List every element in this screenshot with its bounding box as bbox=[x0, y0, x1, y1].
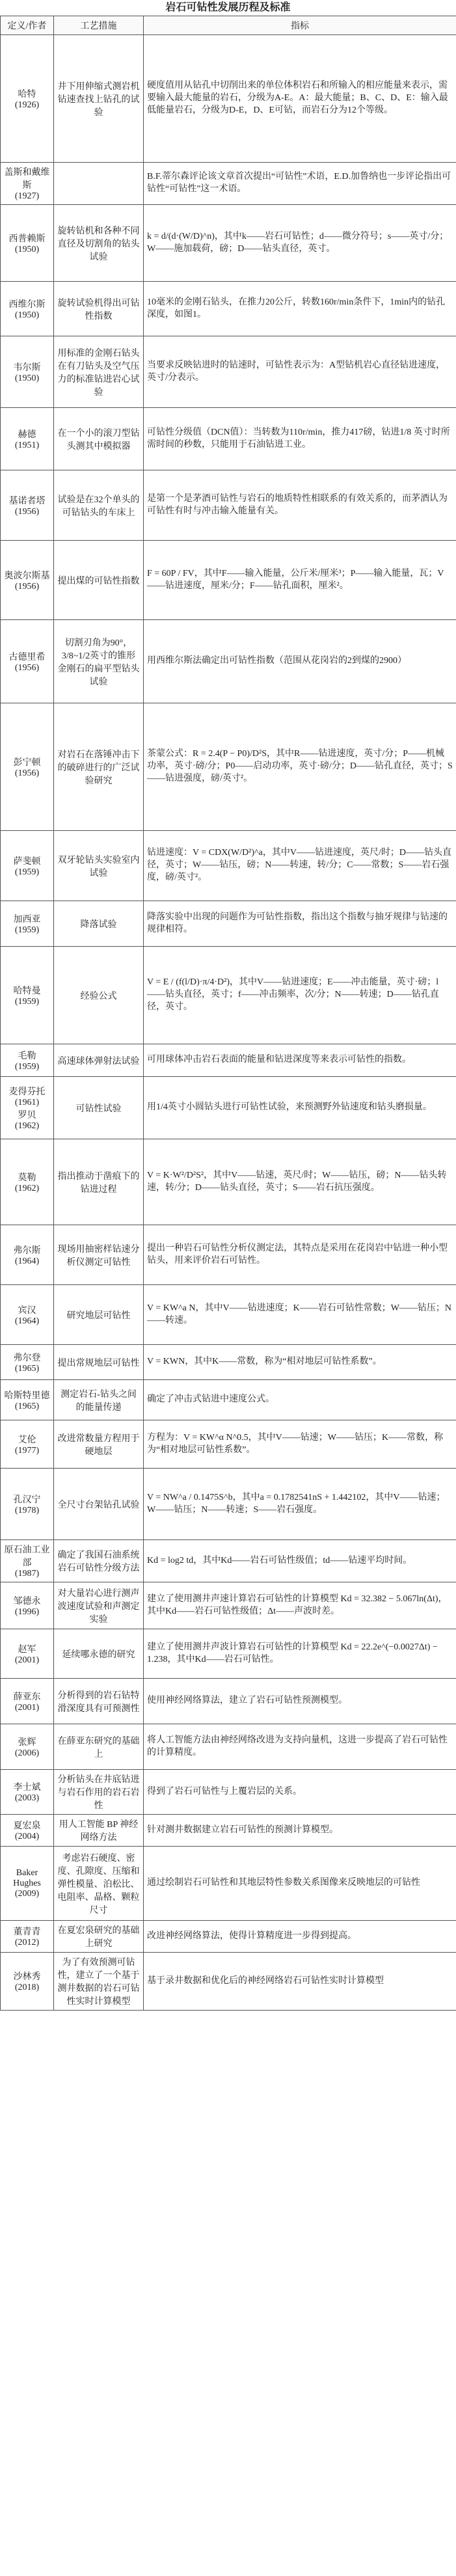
indicator-cell: 可用球体冲击岩石表面的能量和钻进深度等来表示可钻性的指数。 bbox=[144, 1044, 456, 1077]
author-cell: 原石油工业部 (1987) bbox=[1, 1540, 54, 1582]
indicator-cell: 基于录井数据和优化后的神经网络岩石可钻性实时计算模型 bbox=[144, 1953, 456, 2011]
measure-cell: 考虑岩石硬度、密度、孔隙度、压缩和弹性模量、泊松比、电阻率、晶格、颗粒尺寸 bbox=[54, 1847, 144, 1921]
author-cell: 毛勒 (1959) bbox=[1, 1044, 54, 1077]
measure-cell: 在夏宏泉研究的基础上研究 bbox=[54, 1921, 144, 1953]
author-cell: 萨斐顿 (1959) bbox=[1, 831, 54, 901]
measure-cell: 试验是在32个单头的可钻钻头的车床上 bbox=[54, 470, 144, 541]
author-cell: 西维尔斯 (1950) bbox=[1, 282, 54, 336]
indicator-cell: k = d/(d·(W/D)^n)，其中k——岩石可钻性；d——微分符号；s——英寸/分；W——施加载荷，磅；D——钻头直径，英寸。 bbox=[144, 205, 456, 282]
table-row bbox=[1, 1921, 456, 1953]
table-row bbox=[1, 1953, 456, 2011]
author-cell: 赵军 (2001) bbox=[1, 1629, 54, 1679]
table-title: 岩石可钻性发展历程及标准 bbox=[165, 2, 291, 13]
indicator-cell: F = 60P / FV，其中F——输入能量，公斤米/厘米³；P——输入能量，瓦；V——钻进速度，厘米/分；F——钻孔面积，厘米²。 bbox=[144, 541, 456, 620]
measure-cell: 确定了我国石油系统岩石可钻性分级方法 bbox=[54, 1540, 144, 1582]
author-cell: 麦得芬托 (1961) 罗贝 (1962) bbox=[1, 1077, 54, 1139]
author-cell: 盖斯和戴维斯 (1927) bbox=[1, 163, 54, 205]
table-row bbox=[1, 1380, 456, 1420]
indicator-cell: 茶蒙公式：R = 2.4(P − P0)/D²S，其中R——钻进速度，英寸/分；P——机械功率，英寸·磅/分；P0——启动功率，英寸·磅/分；D——钻孔直径，英寸；S——钻进强度，磅/英寸²。 bbox=[144, 703, 456, 831]
measure-cell: 改进常数量方程用于硬地层 bbox=[54, 1420, 144, 1469]
indicator-cell: V = KW^a N，其中V——钻进速度；K——岩石可钻性常数；W——钻压；N——转速。 bbox=[144, 1285, 456, 1345]
measure-cell: 在薛亚东研究的基础上 bbox=[54, 1724, 144, 1770]
table-row bbox=[1, 1582, 456, 1629]
author-cell: 李士斌 (2003) bbox=[1, 1770, 54, 1815]
table-row bbox=[1, 1770, 456, 1815]
indicator-cell: V = K·W²/D²S²，其中V——钻速，英尺/时；W——钻压，磅；N——钻头转速，转/分；D——钻头直径，英寸；S——岩石抗压强度。 bbox=[144, 1139, 456, 1225]
table-row bbox=[1, 620, 456, 703]
indicator-cell: 确定了冲击式钻进中速度公式。 bbox=[144, 1380, 456, 1420]
header-indicator: 指标 bbox=[144, 16, 456, 35]
measure-cell: 降落试验 bbox=[54, 901, 144, 947]
measure-cell: 经验公式 bbox=[54, 947, 144, 1044]
measure-cell: 用人工智能 BP 神经网络方法 bbox=[54, 1815, 144, 1847]
table-row bbox=[1, 1044, 456, 1077]
table-row bbox=[1, 1139, 456, 1225]
table-row bbox=[1, 1285, 456, 1345]
author-cell: 孔汉宁 (1978) bbox=[1, 1469, 54, 1540]
indicator-cell: Kd = log2 td，其中Kd——岩石可钻性级值；td——钻速平均时间。 bbox=[144, 1540, 456, 1582]
indicator-cell: 方程为：V = KW^α N^0.5，其中V——钻速；W——钻压；K——常数，称为“相对地层可钻性系数”。 bbox=[144, 1420, 456, 1469]
measure-cell: 旋转试验机得出可钻性指数 bbox=[54, 282, 144, 336]
indicator-cell: 改进神经网络算法，使得计算精度进一步得到提高。 bbox=[144, 1921, 456, 1953]
indicator-cell: 提出一种岩石可钻性分析仪测定法，其特点是采用在花岗岩中钻进一种小型钻头，用来评价岩石可钻性。 bbox=[144, 1225, 456, 1285]
measure-cell: 测定岩石-钻头之间的能量传递 bbox=[54, 1380, 144, 1420]
table-row bbox=[1, 1225, 456, 1285]
author-cell: 基诺者塔 (1956) bbox=[1, 470, 54, 541]
indicator-cell: 建立了使用测井声波计算岩石可钻性的计算模型 Kd = 22.2e^(−0.0027Δt) − 1.238，其中Kd——岩石可钻性。 bbox=[144, 1629, 456, 1679]
indicator-cell: 通过绘制岩石可钻性和其地层特性参数关系图像来反映地层的可钻性 bbox=[144, 1847, 456, 1921]
author-cell: Baker Hughes (2009) bbox=[1, 1847, 54, 1921]
measure-cell: 现场用抽密样钻速分析仪测定可钻性 bbox=[54, 1225, 144, 1285]
header-author: 定义/作者 bbox=[1, 16, 54, 35]
table-row bbox=[1, 336, 456, 408]
indicator-cell: 用西维尔斯法确定出可钻性指数（范围从花岗岩的2到煤的2900） bbox=[144, 620, 456, 703]
measure-cell: 全尺寸台架钻孔试验 bbox=[54, 1469, 144, 1540]
author-cell: 艾伦 (1977) bbox=[1, 1420, 54, 1469]
table-row bbox=[1, 1469, 456, 1540]
indicator-cell: V = KWN，其中K——常数，称为“相对地层可钻性系数”。 bbox=[144, 1345, 456, 1380]
indicator-cell: 将人工智能方法由神经网络改进为支持向量机，这进一步提高了岩石可钻性的计算精度。 bbox=[144, 1724, 456, 1770]
table-row bbox=[1, 1629, 456, 1679]
table-row bbox=[1, 901, 456, 947]
indicator-cell: 使用神经网络算法，建立了岩石可钻性预测模型。 bbox=[144, 1679, 456, 1724]
author-cell: 张辉 (2006) bbox=[1, 1724, 54, 1770]
author-cell: 古德里希 (1956) bbox=[1, 620, 54, 703]
author-cell: 奥波尔斯基 (1956) bbox=[1, 541, 54, 620]
measure-cell: 对岩石在落锤冲击下的破碎进行的广泛试验研究 bbox=[54, 703, 144, 831]
measure-cell: 延续哪永德的研究 bbox=[54, 1629, 144, 1679]
measure-cell: 研究地层可钻性 bbox=[54, 1285, 144, 1345]
table-row bbox=[1, 408, 456, 470]
indicator-cell: 针对测井数据建立岩石可钻性的预测计算模型。 bbox=[144, 1815, 456, 1847]
indicator-cell: 用1/4英寸小圆钻头进行可钻性试验，来预测野外钻速度和钻头磨损量。 bbox=[144, 1077, 456, 1139]
indicator-cell: 可钻性分级值（DCN值）：当转数为110r/min，推力417磅，钻进1/8 英寸时所需时间的秒数，只能用于石油钻进工业。 bbox=[144, 408, 456, 470]
header-measure: 工艺措施 bbox=[54, 16, 144, 35]
table-row bbox=[1, 1077, 456, 1139]
measure-cell: 分析得到的岩石钻特滑深度具有可预测性 bbox=[54, 1679, 144, 1724]
measure-cell: 双牙轮钻头实验室内试验 bbox=[54, 831, 144, 901]
table-row bbox=[1, 703, 456, 831]
measure-cell: 为了有效预测可钻性，建立了一个基于测井数据的岩石可钻性实时计算模型 bbox=[54, 1953, 144, 2011]
indicator-cell: 钻进速度：V = CDX(W/D²)^a，其中V——钻进速度，英尺/时；D——钻头直径，英寸；W——钻压，磅；N——转速，转/分；C——常数；S——岩石强度，磅/英寸²。 bbox=[144, 831, 456, 901]
measure-cell bbox=[54, 163, 144, 205]
author-cell: 董青青 (2012) bbox=[1, 1921, 54, 1953]
measure-cell: 对大量岩心进行测声波速度试验和声测定实验 bbox=[54, 1582, 144, 1629]
author-cell: 哈特曼 (1959) bbox=[1, 947, 54, 1044]
indicator-cell: 得到了岩石可钻性与上覆岩层的关系。 bbox=[144, 1770, 456, 1815]
author-cell: 弗尔斯 (1964) bbox=[1, 1225, 54, 1285]
measure-cell: 指出推动于凿痕下的钻进过程 bbox=[54, 1139, 144, 1225]
author-cell: 哈特 (1926) bbox=[1, 35, 54, 163]
indicator-cell: B.F.蒂尔森评论该文章首次提出“可钻性”术语，E.D.加鲁纳也一步评论指出可钻性“可钻性”这一术语。 bbox=[144, 163, 456, 205]
author-cell: 薛亚东 (2001) bbox=[1, 1679, 54, 1724]
table-row bbox=[1, 1420, 456, 1469]
author-cell: 韦尔斯 (1950) bbox=[1, 336, 54, 408]
table-row bbox=[1, 1345, 456, 1380]
table-row bbox=[1, 1679, 456, 1724]
indicator-cell: V = NW^a / 0.1475S^b，其中a = 0.1782541nS + 1.442102，其中V——钻速；W——钻压；N——转速；S——岩石强度。 bbox=[144, 1469, 456, 1540]
author-cell: 西普赖斯 (1950) bbox=[1, 205, 54, 282]
table-row bbox=[1, 470, 456, 541]
measure-cell: 分析钻头在井底钻进与岩石作用的岩石岩性 bbox=[54, 1770, 144, 1815]
indicator-cell: 10毫米的金刚石钻头，在推力20公斤，转数160r/min条件下，1min内的钻孔深度，如图1。 bbox=[144, 282, 456, 336]
table-row bbox=[1, 35, 456, 163]
measure-cell: 可钻性试验 bbox=[54, 1077, 144, 1139]
indicator-cell: 降落实验中出现的问题作为可钻性指数，指出这个指数与抽牙规律与钻速的规律相符。 bbox=[144, 901, 456, 947]
header-row bbox=[1, 16, 456, 35]
author-cell: 赫德 (1951) bbox=[1, 408, 54, 470]
measure-cell: 提出煤的可钻性指数 bbox=[54, 541, 144, 620]
author-cell: 邹德永 (1996) bbox=[1, 1582, 54, 1629]
table-row bbox=[1, 1847, 456, 1921]
indicator-cell: V = E / (f(l/D)·π/4·D²)，其中V——钻进速度；E——冲击能量，英寸·磅；l——钻头直径，英寸；f——冲击频率，次/分；N——转速；D——钻孔直径，英寸。 bbox=[144, 947, 456, 1044]
author-cell: 彭宁顿 (1956) bbox=[1, 703, 54, 831]
measure-cell: 高速球体弹射法试验 bbox=[54, 1044, 144, 1077]
table-row bbox=[1, 163, 456, 205]
measure-cell: 在一个小的滚刀型钻头测其中模拟器 bbox=[54, 408, 144, 470]
author-cell: 哈斯特里德 (1965) bbox=[1, 1380, 54, 1420]
indicator-cell: 是第一个是茅酒可钻性与岩石的地质特性相联系的有效关系的，而茅酒认为可钻性有时与冲击输入能量有关。 bbox=[144, 470, 456, 541]
table-row bbox=[1, 205, 456, 282]
author-cell: 弗尔登 (1965) bbox=[1, 1345, 54, 1380]
indicator-cell: 当要求反映钻进时的钻速时，可钻性表示为：A型钻机岩心直径钻进速度，英寸/分表示。 bbox=[144, 336, 456, 408]
table-row bbox=[1, 831, 456, 901]
author-cell: 宾汉 (1964) bbox=[1, 1285, 54, 1345]
table-row bbox=[1, 1540, 456, 1582]
table-body bbox=[1, 35, 456, 2011]
measure-cell: 旋转钻机和各种不同直径及切割角的钻头试验 bbox=[54, 205, 144, 282]
author-cell: 莫勒 (1962) bbox=[1, 1139, 54, 1225]
indicator-cell: 建立了使用测井声速计算岩石可钻性的计算模型 Kd = 32.382 − 5.067ln(Δt)，其中Kd——岩石可钻性级值；Δt——声波时差。 bbox=[144, 1582, 456, 1629]
measure-cell: 切割刃角为90°，3/8~1/2英寸的锥形金刚石的扁平型钻头试验 bbox=[54, 620, 144, 703]
indicator-cell: 硬度值用从钻孔中切削出来的单位体积岩石和所输入的相应能量来表示，需要输入最大能量的岩石，分级为A-E。A：最大能量；B、C、D、E：输入最低能量岩石，分级为D-E，D、E可钻，而岩石分为12个等级。 bbox=[144, 35, 456, 163]
table-row bbox=[1, 541, 456, 620]
author-cell: 夏宏泉 (2004) bbox=[1, 1815, 54, 1847]
table-row bbox=[1, 282, 456, 336]
author-cell: 沙林秀 (2018) bbox=[1, 1953, 54, 2011]
table-row bbox=[1, 1724, 456, 1770]
drillability-table bbox=[0, 16, 456, 2011]
table-row bbox=[1, 1815, 456, 1847]
measure-cell: 提出常规地层可钻性 bbox=[54, 1345, 144, 1380]
author-cell: 加西亚 (1959) bbox=[1, 901, 54, 947]
measure-cell: 用标准的金刚石钻头在有刀钻头及空气压力的标准钻进岩心试验 bbox=[54, 336, 144, 408]
measure-cell: 井下用伸缩式测岩机钻速查找上钻孔的试验 bbox=[54, 35, 144, 163]
table-row bbox=[1, 947, 456, 1044]
